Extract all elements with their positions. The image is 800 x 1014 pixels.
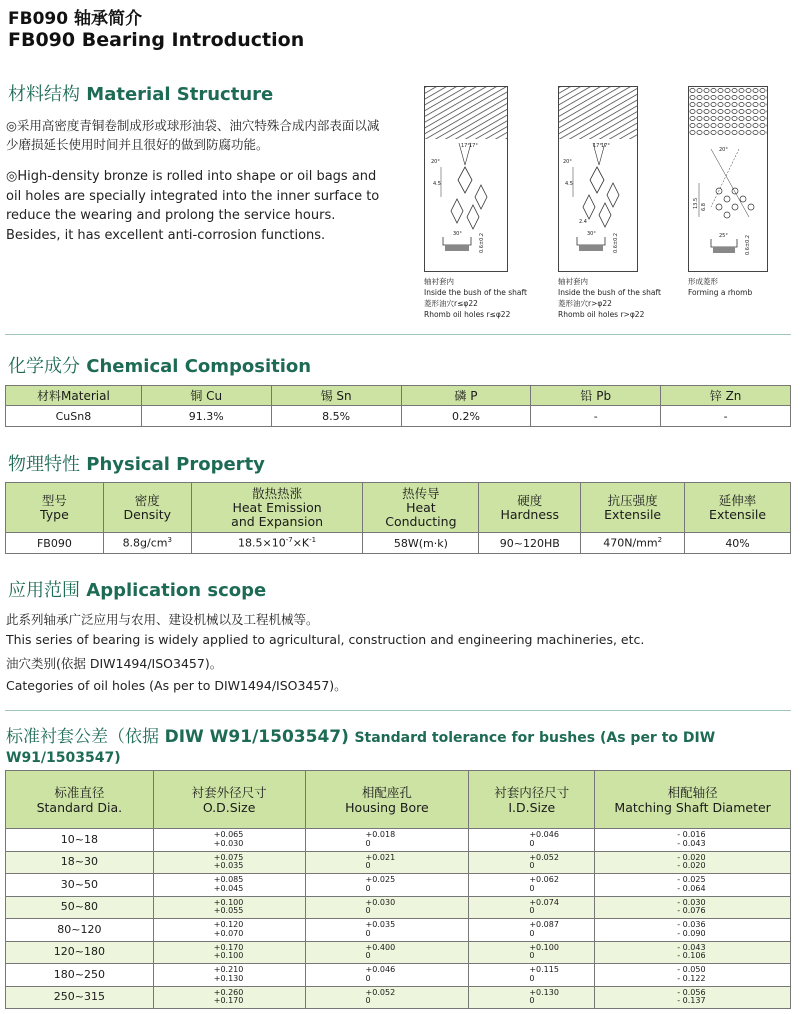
physical-title-cn: 物理特性 [8, 454, 80, 475]
physical-header-hardness: 硬度 Hardness [479, 483, 581, 533]
id-size-cell: +0.074 0 [469, 896, 595, 919]
standard-dia-cell: 250~315 [6, 986, 154, 1009]
chemical-header: 锌 Zn [661, 386, 791, 406]
standard-dia-cell: 10~18 [6, 829, 154, 852]
physical-header-expansion: 散热热涨 Heat Emission and Expansion [191, 483, 363, 533]
fig2-groove-angle: 30° [587, 231, 596, 237]
physical-density-cell: $8.8g/cm^3$ [103, 533, 191, 554]
fig1-angle-a: 17° [461, 143, 470, 149]
standard-dia-cell: 18~30 [6, 851, 154, 874]
fig1-angle-b: 17° [469, 143, 478, 149]
application-section-title [8, 576, 266, 602]
physical-conducting-cell: 58W(m·k) [363, 533, 479, 554]
tolerance-header-od: 衬套外径尺寸 O.D.Size [153, 771, 305, 829]
fig3-pitch-a: 13.5 [693, 197, 699, 209]
chemical-cell: 91.3% [141, 406, 271, 427]
standard-dia-cell: 80~120 [6, 919, 154, 942]
fig2-angle-c: 20° [563, 159, 572, 165]
chemical-cell: CuSn8 [6, 406, 142, 427]
physical-header-type: 型号 Type [6, 483, 104, 533]
chemical-section-title [8, 352, 311, 378]
chemical-header: 磷 P [401, 386, 531, 406]
fig2-caption: 轴衬套内 Inside the bush of the shaft 菱形油穴r>φ22 Rhomb oil holes r>φ22 [558, 277, 661, 319]
physical-strength-cell: $470N/mm^2$ [581, 533, 685, 554]
tolerance-row [6, 851, 791, 874]
chemical-title-cn: 化学成分 [8, 356, 80, 377]
rhomb-large-figure [558, 86, 638, 272]
physical-header-conducting: 热传导 Heat Conducting [363, 483, 479, 533]
physical-data-row [6, 533, 791, 554]
physical-header-row [6, 483, 791, 533]
chemical-header: 铅 Pb [531, 386, 661, 406]
od-size-cell: +0.100 +0.055 [153, 896, 305, 919]
physical-header-elongation: 延伸率 Extensile [685, 483, 791, 533]
tolerance-table [5, 770, 791, 1009]
od-size-cell: +0.075 +0.035 [153, 851, 305, 874]
tolerance-row [6, 874, 791, 897]
page-title-cn: FB090 轴承简介 [8, 9, 142, 29]
standard-dia-cell: 120~180 [6, 941, 154, 964]
material-para-cn: ◎采用高密度青铜卷制成形或球形油袋、油穴特殊合成内部表面以减少磨损延长使用时间并且很好的做到防腐功能。 [6, 118, 380, 152]
tolerance-header-row [6, 771, 791, 829]
fig3-depth: 0.6±0.2 [745, 234, 751, 255]
physical-header-density: 密度 Density [103, 483, 191, 533]
shaft-diameter-cell: - 0.025 - 0.064 [595, 874, 791, 897]
physical-hardness-cell: 90~120HB [479, 533, 581, 554]
physical-table [5, 482, 791, 554]
fig2-dim-a: 4.5 [565, 181, 573, 187]
physical-elongation-cell: 40% [685, 533, 791, 554]
section-divider [5, 334, 791, 335]
physical-type-cell: FB090 [6, 533, 104, 554]
id-size-cell: +0.130 0 [469, 986, 595, 1009]
housing-bore-cell: +0.035 0 [305, 919, 469, 942]
material-para-en: ◎High-density bronze is rolled into shape or oil bags and oil holes are specially integrated into the inner surface to reduce the wearing and prolong the service hours. Besides, it has excellent anti-corrosion functions. [6, 169, 380, 243]
chemical-header-row [6, 386, 791, 406]
shaft-diameter-cell: - 0.036 - 0.090 [595, 919, 791, 942]
id-size-cell: +0.046 0 [469, 829, 595, 852]
chemical-cell: 0.2% [401, 406, 531, 427]
tolerance-row [6, 919, 791, 942]
fig2-dim-b: 2.4 [579, 219, 587, 225]
chemical-header: 材料Material [6, 386, 142, 406]
id-size-cell: +0.052 0 [469, 851, 595, 874]
housing-bore-cell: +0.046 0 [305, 964, 469, 987]
tolerance-title-code: DIW W91/1503547) [164, 727, 349, 747]
material-section-title [8, 80, 273, 106]
od-size-cell: +0.170 +0.100 [153, 941, 305, 964]
fig3-caption: 形成菱形 Forming a rhomb [688, 277, 753, 297]
rhomb-large-drawing [559, 87, 637, 271]
id-size-cell: +0.115 0 [469, 964, 595, 987]
forming-rhomb-figure [688, 86, 768, 272]
standard-dia-cell: 30~50 [6, 874, 154, 897]
standard-dia-cell: 50~80 [6, 896, 154, 919]
fig2-depth: 0.6±0.2 [613, 232, 619, 253]
chemical-title-en: Chemical Composition [86, 356, 312, 377]
material-title-en: Material Structure [86, 84, 274, 105]
application-line-en: This series of bearing is widely applied to agricultural, construction and engineering machineries, etc. [6, 632, 645, 647]
tolerance-body [6, 829, 791, 1009]
shaft-diameter-cell: - 0.020 - 0.020 [595, 851, 791, 874]
fig3-pitch-b: 6.8 [701, 203, 707, 211]
chemical-header: 锡 Sn [271, 386, 401, 406]
housing-bore-cell: +0.400 0 [305, 941, 469, 964]
oil-holes-line-en: Categories of oil holes (As per to DIW1494/ISO3457)。 [6, 678, 347, 693]
standard-dia-cell: 180~250 [6, 964, 154, 987]
fig2-angle-a: 17° [593, 143, 602, 149]
fig3-angle: 20° [719, 147, 728, 153]
fig3-groove-angle: 25° [719, 233, 728, 239]
chemical-cell: 8.5% [271, 406, 401, 427]
shaft-diameter-cell: - 0.043 - 0.106 [595, 941, 791, 964]
chemical-header: 铜 Cu [141, 386, 271, 406]
rhomb-small-drawing [425, 87, 507, 271]
application-title-cn: 应用范围 [8, 580, 80, 601]
tolerance-section-title [6, 722, 796, 766]
tolerance-row [6, 986, 791, 1009]
id-size-cell: +0.062 0 [469, 874, 595, 897]
shaft-diameter-cell: - 0.030 - 0.076 [595, 896, 791, 919]
application-line-cn: 此系列轴承广泛应用与农用、建设机械以及工程机械等。 [6, 612, 319, 627]
application-title-en: Application scope [86, 580, 267, 601]
fig1-groove-angle: 30° [453, 231, 462, 237]
housing-bore-cell: +0.021 0 [305, 851, 469, 874]
page-title-en: FB090 Bearing Introduction [8, 29, 305, 51]
tolerance-header-dia: 标准直径 Standard Dia. [6, 771, 154, 829]
housing-bore-cell: +0.018 0 [305, 829, 469, 852]
id-size-cell: +0.100 0 [469, 941, 595, 964]
shaft-diameter-cell: - 0.016 - 0.043 [595, 829, 791, 852]
forming-rhomb-drawing [689, 87, 767, 271]
tolerance-row [6, 829, 791, 852]
tolerance-header-shaft: 相配轴径 Matching Shaft Diameter [595, 771, 791, 829]
od-size-cell: +0.260 +0.170 [153, 986, 305, 1009]
od-size-cell: +0.065 +0.030 [153, 829, 305, 852]
chemical-table [5, 385, 791, 427]
oil-holes-line-cn: 油穴类别(依据 DIW1494/ISO3457)。 [6, 656, 223, 671]
section-divider [5, 710, 791, 711]
fig2-angle-b: 17° [601, 143, 610, 149]
housing-bore-cell: +0.025 0 [305, 874, 469, 897]
physical-expansion-cell: $18.5\times 10^{-7}\times K^{-1}$ [191, 533, 363, 554]
physical-header-strength: 抗压强度 Extensile [581, 483, 685, 533]
tolerance-row [6, 941, 791, 964]
shaft-diameter-cell: - 0.050 - 0.122 [595, 964, 791, 987]
material-title-cn: 材料结构 [8, 84, 80, 105]
tolerance-title-en: Standard tolerance for bushes (As per to DIW W91/1503547) [6, 730, 716, 766]
od-size-cell: +0.120 +0.070 [153, 919, 305, 942]
fig1-caption: 轴衬套内 Inside the bush of the shaft 菱形油穴r≤φ22 Rhomb oil holes r≤φ22 [424, 277, 527, 319]
od-size-cell: +0.085 +0.045 [153, 874, 305, 897]
id-size-cell: +0.087 0 [469, 919, 595, 942]
chemical-cell: - [661, 406, 791, 427]
fig1-dim: 4.5 [433, 181, 441, 187]
chemical-data-row [6, 406, 791, 427]
physical-title-en: Physical Property [86, 454, 265, 475]
fig1-angle-c: 20° [431, 159, 440, 165]
tolerance-row [6, 964, 791, 987]
tolerance-row [6, 896, 791, 919]
physical-section-title [8, 450, 265, 476]
chemical-cell: - [531, 406, 661, 427]
rhomb-small-figure [424, 86, 508, 272]
tolerance-header-bore: 相配座孔 Housing Bore [305, 771, 469, 829]
housing-bore-cell: +0.052 0 [305, 986, 469, 1009]
shaft-diameter-cell: - 0.056 - 0.137 [595, 986, 791, 1009]
fig1-depth: 0.6±0.2 [479, 232, 485, 253]
tolerance-header-id: 衬套内径尺寸 I.D.Size [469, 771, 595, 829]
housing-bore-cell: +0.030 0 [305, 896, 469, 919]
od-size-cell: +0.210 +0.130 [153, 964, 305, 987]
tolerance-title-cn: 标准衬套公差（依据 [6, 727, 159, 747]
